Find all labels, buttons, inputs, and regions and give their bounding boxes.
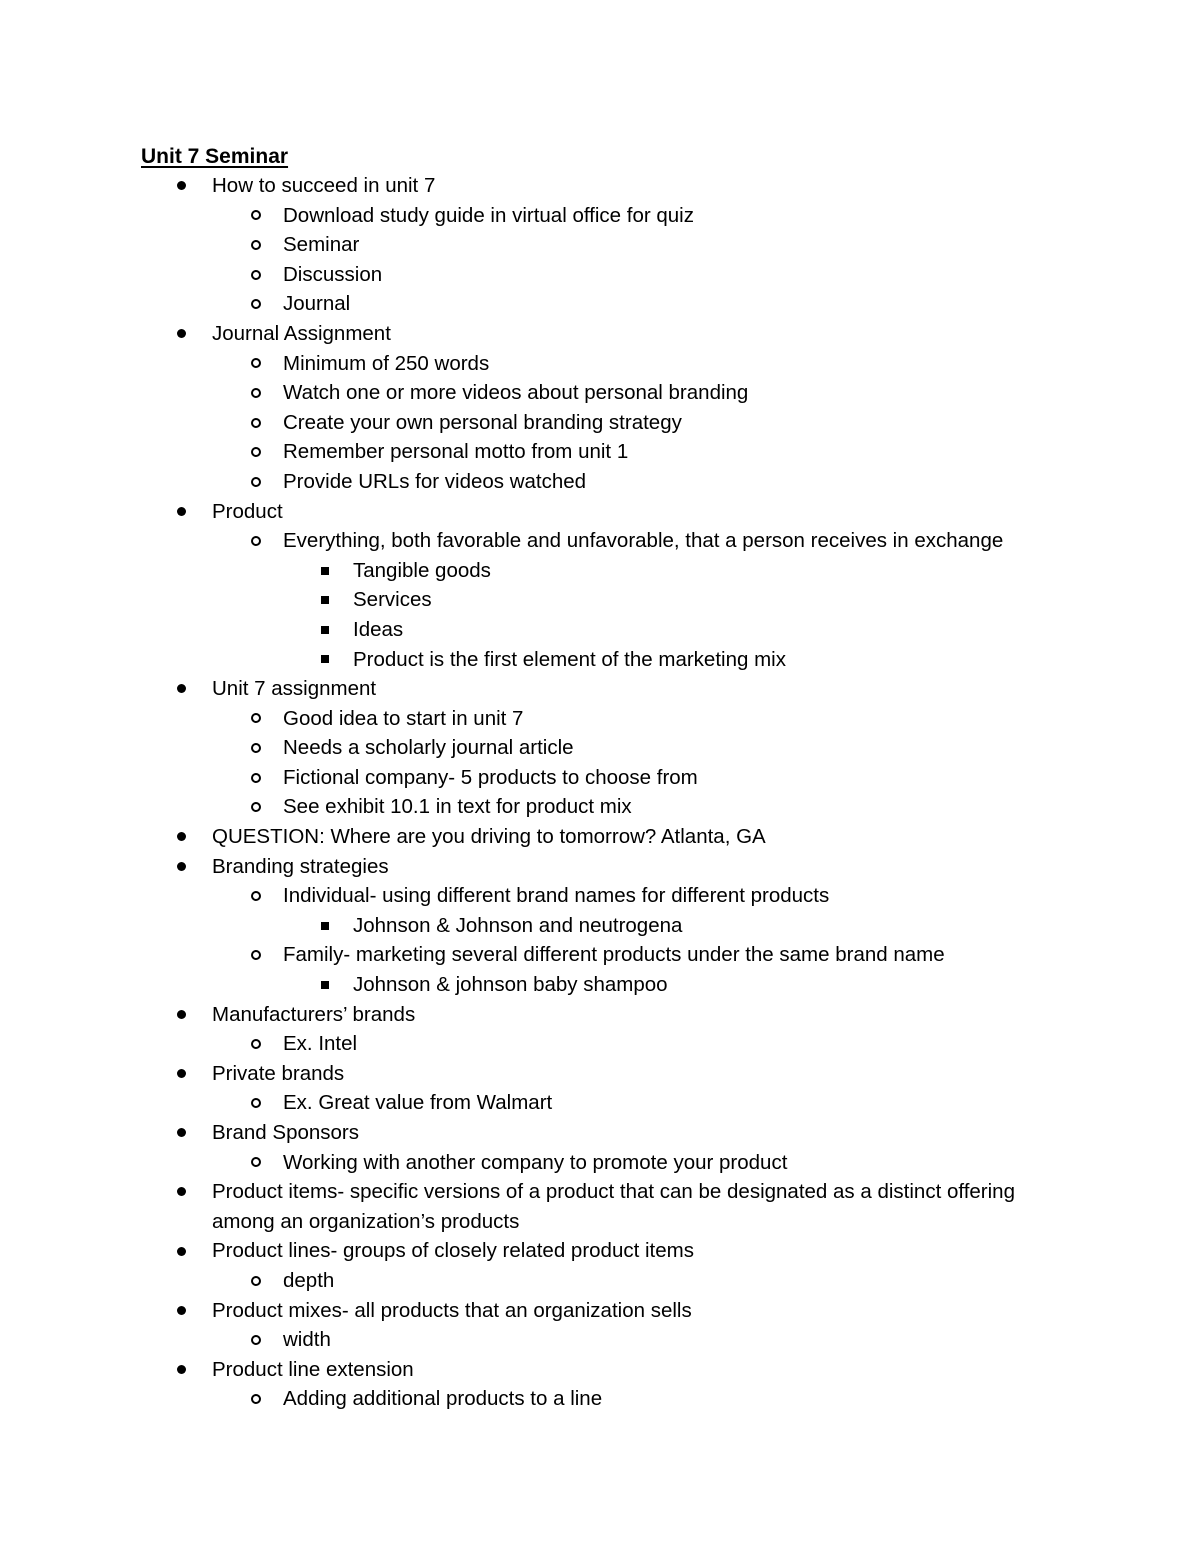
bullet-dot-icon bbox=[172, 1000, 190, 1030]
bullet-square-icon bbox=[317, 556, 333, 586]
bullet-dot-icon bbox=[172, 1236, 190, 1266]
outline-item-level-3 bbox=[0, 585, 1200, 615]
outline-item-text: Family- marketing several different products under the same brand name bbox=[283, 943, 945, 967]
outline-item-text: Ex. Great value from Walmart bbox=[283, 1091, 553, 1115]
bullet-ring-icon bbox=[247, 1148, 265, 1178]
outline-item-level-1 bbox=[0, 171, 1062, 201]
bullet-dot-icon bbox=[172, 1059, 190, 1089]
outline-item-text: Product lines- groups of closely related product items bbox=[212, 1239, 694, 1263]
outline-item-level-2 bbox=[0, 349, 1200, 379]
outline-item-level-2 bbox=[0, 1029, 1200, 1059]
bullet-ring-icon bbox=[247, 1266, 265, 1296]
bullet-ring-icon bbox=[247, 704, 265, 734]
outline-item-level-2 bbox=[0, 704, 1200, 734]
outline-item-text: Branding strategies bbox=[212, 854, 389, 878]
bullet-ring-icon bbox=[247, 437, 265, 467]
bullet-ring-icon bbox=[247, 289, 265, 319]
outline-item-text: Seminar bbox=[283, 233, 360, 257]
outline-item-text: Working with another company to promote your product bbox=[283, 1150, 788, 1174]
outline-item-level-1 bbox=[0, 1355, 1062, 1385]
outline-item-text: Ex. Intel bbox=[283, 1032, 358, 1056]
outline-item-level-2 bbox=[0, 1325, 1200, 1355]
outline-item-level-2 bbox=[0, 289, 1200, 319]
outline-item-text: Private brands bbox=[212, 1061, 345, 1085]
outline-item-level-2 bbox=[0, 940, 1200, 970]
bullet-ring-icon bbox=[247, 408, 265, 438]
outline-item-level-2 bbox=[0, 1088, 1200, 1118]
outline-item-level-2 bbox=[0, 201, 1200, 231]
outline-item-text: Download study guide in virtual office for quiz bbox=[283, 203, 694, 227]
outline-item-text: Remember personal motto from unit 1 bbox=[283, 440, 629, 464]
bullet-ring-icon bbox=[247, 349, 265, 379]
outline-item-text: See exhibit 10.1 in text for product mix bbox=[283, 795, 632, 819]
outline-item-text: Ideas bbox=[353, 617, 404, 641]
outline-item-level-1 bbox=[0, 674, 1062, 704]
outline-item-text: Unit 7 assignment bbox=[212, 677, 377, 701]
outline-item-text: Johnson & Johnson and neutrogena bbox=[353, 913, 683, 937]
outline-item-text: Watch one or more videos about personal branding bbox=[283, 381, 749, 405]
bullet-ring-icon bbox=[247, 940, 265, 970]
bullet-square-icon bbox=[317, 970, 333, 1000]
outline-item-text: Tangible goods bbox=[353, 558, 491, 582]
outline-item-level-1 bbox=[0, 1177, 1062, 1236]
bullet-ring-icon bbox=[247, 1384, 265, 1414]
outline-item-text: Create your own personal branding strategy bbox=[283, 410, 682, 434]
outline-item-text: Manufacturers’ brands bbox=[212, 1002, 416, 1026]
bullet-square-icon bbox=[317, 645, 333, 675]
outline-item-text: Product bbox=[212, 499, 283, 523]
outline-item-level-2 bbox=[0, 230, 1200, 260]
outline-item-level-2 bbox=[0, 408, 1200, 438]
outline-item-text: width bbox=[283, 1328, 331, 1352]
notes-outline bbox=[0, 171, 1200, 1414]
outline-item-text: Everything, both favorable and unfavorable, that a person receives in exchange bbox=[283, 529, 1004, 553]
document-title: Unit 7 Seminar bbox=[141, 145, 289, 168]
bullet-square-icon bbox=[317, 911, 333, 941]
outline-item-level-2 bbox=[0, 1384, 1200, 1414]
outline-item-level-1 bbox=[0, 319, 1062, 349]
outline-item-level-1 bbox=[0, 822, 1062, 852]
bullet-ring-icon bbox=[247, 792, 265, 822]
bullet-dot-icon bbox=[172, 1118, 190, 1148]
outline-item-text: QUESTION: Where are you driving to tomorrow? Atlanta, GA bbox=[212, 825, 766, 849]
bullet-dot-icon bbox=[172, 1355, 190, 1385]
outline-item-level-2 bbox=[0, 378, 1200, 408]
outline-item-level-2 bbox=[0, 526, 1200, 556]
outline-item-text: Journal bbox=[283, 292, 351, 316]
bullet-ring-icon bbox=[247, 260, 265, 290]
outline-item-level-2 bbox=[0, 792, 1200, 822]
outline-item-level-2 bbox=[0, 467, 1200, 497]
outline-item-text: Provide URLs for videos watched bbox=[283, 469, 587, 493]
bullet-dot-icon bbox=[172, 1177, 190, 1207]
bullet-ring-icon bbox=[247, 467, 265, 497]
bullet-ring-icon bbox=[247, 201, 265, 231]
bullet-ring-icon bbox=[247, 1088, 265, 1118]
bullet-dot-icon bbox=[172, 1296, 190, 1326]
outline-item-level-1 bbox=[0, 497, 1062, 527]
outline-item-level-2 bbox=[0, 1266, 1200, 1296]
outline-item-text: Discussion bbox=[283, 262, 383, 286]
outline-item-level-1 bbox=[0, 1000, 1062, 1030]
outline-item-text: Product mixes- all products that an organization sells bbox=[212, 1298, 692, 1322]
outline-item-text: Adding additional products to a line bbox=[283, 1387, 603, 1411]
bullet-ring-icon bbox=[247, 230, 265, 260]
outline-item-text: Brand Sponsors bbox=[212, 1121, 360, 1144]
outline-item-level-3 bbox=[0, 645, 1200, 675]
bullet-dot-icon bbox=[172, 319, 190, 349]
outline-item-level-2 bbox=[0, 260, 1200, 290]
outline-item-text: depth bbox=[283, 1268, 335, 1292]
outline-item-text: Fictional company- 5 products to choose from bbox=[283, 765, 698, 789]
bullet-dot-icon bbox=[172, 674, 190, 704]
bullet-ring-icon bbox=[247, 733, 265, 763]
outline-item-level-1 bbox=[0, 1236, 1062, 1266]
outline-item-level-3 bbox=[0, 556, 1200, 586]
bullet-dot-icon bbox=[172, 852, 190, 882]
bullet-dot-icon bbox=[172, 822, 190, 852]
outline-item-text: Product is the first element of the marketing mix bbox=[353, 647, 786, 671]
outline-item-level-2 bbox=[0, 763, 1200, 793]
bullet-ring-icon bbox=[247, 526, 265, 556]
outline-item-text: Services bbox=[353, 588, 432, 612]
outline-item-level-3 bbox=[0, 911, 1200, 941]
outline-item-level-3 bbox=[0, 970, 1200, 1000]
outline-item-text: Product line extension bbox=[212, 1357, 414, 1381]
outline-item-text: Individual- using different brand names for different products bbox=[283, 884, 830, 908]
outline-item-level-2 bbox=[0, 881, 1200, 911]
outline-item-text: Journal Assignment bbox=[212, 321, 391, 345]
outline-item-level-1 bbox=[0, 1118, 1062, 1148]
bullet-square-icon bbox=[317, 585, 333, 615]
outline-item-text: Good idea to start in unit 7 bbox=[283, 706, 524, 730]
outline-item-text: Needs a scholarly journal article bbox=[283, 736, 574, 760]
bullet-ring-icon bbox=[247, 1325, 265, 1355]
outline-item-level-1 bbox=[0, 1059, 1062, 1089]
outline-item-level-2 bbox=[0, 733, 1200, 763]
bullet-ring-icon bbox=[247, 378, 265, 408]
bullet-ring-icon bbox=[247, 1029, 265, 1059]
outline-item-text: Johnson & johnson baby shampoo bbox=[353, 973, 668, 997]
outline-item-level-2 bbox=[0, 1148, 1200, 1178]
bullet-dot-icon bbox=[172, 171, 190, 201]
outline-item-text: Minimum of 250 words bbox=[283, 351, 490, 375]
outline-item-text: Product items- specific versions of a product that can be designated as a distinct offering among an organization’s products bbox=[212, 1180, 1015, 1233]
bullet-square-icon bbox=[317, 615, 333, 645]
bullet-ring-icon bbox=[247, 763, 265, 793]
outline-item-level-3 bbox=[0, 615, 1200, 645]
bullet-dot-icon bbox=[172, 497, 190, 527]
bullet-ring-icon bbox=[247, 881, 265, 911]
outline-item-level-1 bbox=[0, 1296, 1062, 1326]
outline-item-level-1 bbox=[0, 852, 1062, 882]
outline-item-text: How to succeed in unit 7 bbox=[212, 174, 436, 197]
outline-item-level-2 bbox=[0, 437, 1200, 467]
